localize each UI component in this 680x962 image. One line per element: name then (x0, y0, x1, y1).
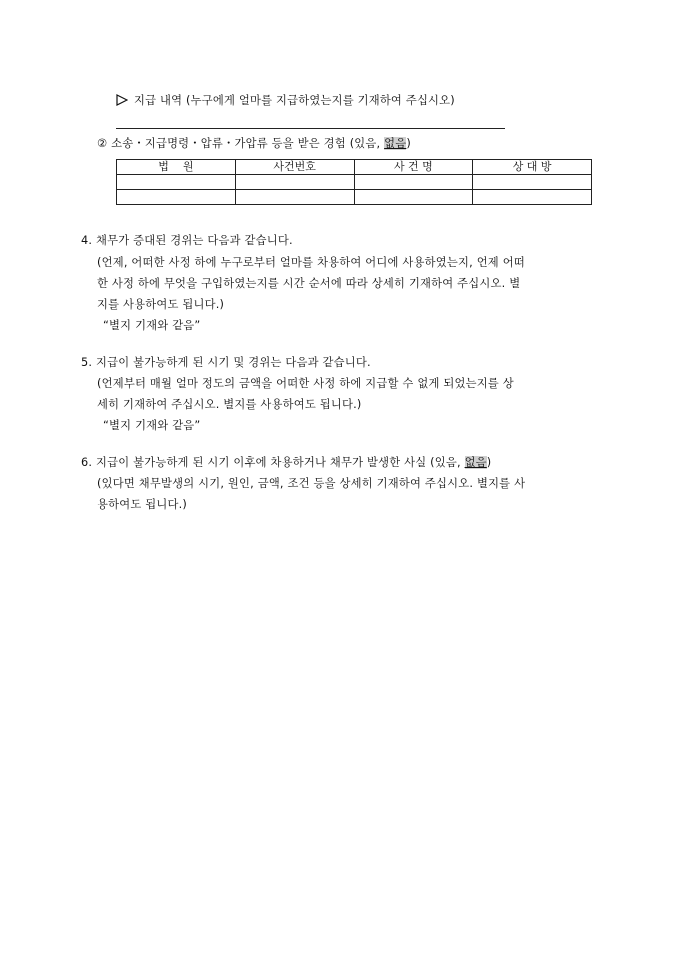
table-cell[interactable] (473, 175, 592, 190)
litigation-selected-none: 없음 (384, 137, 407, 150)
table-cell[interactable] (117, 175, 236, 190)
section-5-instruction-2: 세히 기재하여 주십시오. 별지를 사용하여도 됩니다.) (97, 398, 362, 411)
payment-detail-label: 지급 내역 (누구에게 얼마를 지급하였는지를 기재하여 주십시오) (134, 94, 455, 107)
section-5-answer: “별지 기재와 같음” (103, 419, 201, 432)
section-4-instruction-1: (언제, 어떠한 사정 하에 누구로부터 얼마를 차용하여 어디에 사용하였는지, 언제 어떠 (97, 256, 525, 269)
section-4-title: 4. 채무가 증대된 경위는 다음과 같습니다. (81, 234, 293, 247)
table-cell[interactable] (354, 190, 473, 205)
table-header-row (117, 160, 592, 175)
payment-detail-blank-line (116, 128, 505, 129)
table-cell[interactable] (235, 190, 354, 205)
table-row (117, 190, 592, 205)
litigation-experience-label: ② 소송・지급명령・압류・가압류 등을 받은 경험 (있음, 없음) (97, 137, 411, 150)
table-cell[interactable] (354, 175, 473, 190)
section-6-selected-none: 없음 (464, 456, 487, 469)
table-cell[interactable] (117, 190, 236, 205)
table-cell[interactable] (473, 190, 592, 205)
header-court: 법 원 (117, 160, 236, 175)
section-4-answer: “별지 기재와 같음” (103, 319, 201, 332)
header-opponent: 상 대 방 (473, 160, 592, 175)
section-5-instruction-1: (언제부터 매월 얼마 정도의 금액을 어떠한 사정 하에 지급할 수 없게 되었는지를 상 (97, 377, 514, 390)
section-4-instruction-3: 지를 사용하여도 됩니다.) (97, 298, 225, 311)
triangle-arrow-icon (116, 94, 128, 106)
litigation-table (116, 159, 592, 205)
section-6-instruction-1: (있다면 채무발생의 시기, 원인, 금액, 조건 등을 상세히 기재하여 주십시오. 별지를 사 (97, 477, 526, 490)
header-case-name: 사 건 명 (354, 160, 473, 175)
header-case-number: 사건번호 (235, 160, 354, 175)
section-6-instruction-2: 용하여도 됩니다.) (97, 498, 187, 511)
section-5-title: 5. 지급이 불가능하게 된 시기 및 경위는 다음과 같습니다. (81, 356, 371, 369)
table-cell[interactable] (235, 175, 354, 190)
table-row (117, 175, 592, 190)
section-6-title: 6. 지급이 불가능하게 된 시기 이후에 차용하거나 채무가 발생한 사실 (있음, 없음) (81, 456, 492, 469)
section-4-instruction-2: 한 사정 하에 무엇을 구입하였는지를 시간 순서에 따라 상세히 기재하여 주십시오. 별 (97, 277, 521, 290)
